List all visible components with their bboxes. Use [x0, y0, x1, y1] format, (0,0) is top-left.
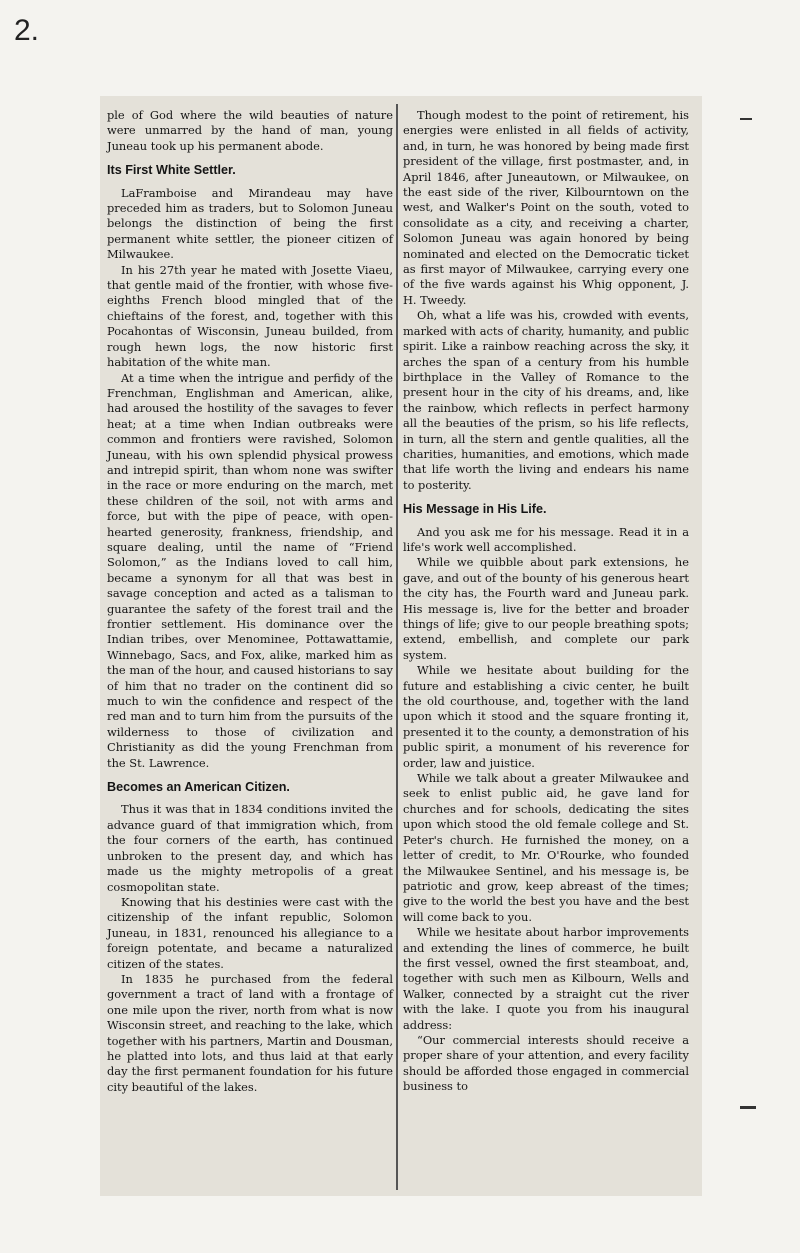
paragraph: Thus it was that in 1834 conditions invited the advance guard of that immigration which, from the four corners of the earth, has continued unbroken to the present day, and which has made us the mighty metropolis of a great cosmopolitan state.: [107, 802, 393, 894]
paragraph: Oh, what a life was his, crowded with events, marked with acts of charity, humanity, and public spirit. Like a rainbow reaching across the sky, it arches the span of a century from his humble birthplace in the Valley of Romance to the present hour in the city of his dreams, and, like the rainbow, which reflects in perfect harmony all the beauties of the prism, so his life reflects, in turn, all the stern and gentle qualities, all the charities, humanities, and emotions, which made that life worth the living and endears his name to posterity.: [403, 308, 689, 492]
paragraph: In his 27th year he mated with Josette Viaeu, that gentle maid of the frontier, with whose five-eighths French blood mingled that of the chieftains of the forest, and, together with this Pocahontas of Wisconsin, Juneau builded, from rough hewn logs, the now historic first habitation of the white man.: [107, 262, 393, 370]
section-heading: Becomes an American Citizen.: [107, 780, 290, 795]
right-column: [403, 108, 689, 1095]
left-column: [107, 108, 393, 1095]
paragraph: LaFramboise and Mirandeau may have preceded him as traders, but to Solomon Juneau belongs the distinction of being the first permanent white settler, the pioneer citizen of Milwaukee.: [107, 185, 393, 262]
column-rule: [396, 104, 398, 1190]
paragraph: While we talk about a greater Milwaukee and seek to enlist public aid, he gave land for churches and for schools, dedicating the sites upon which stood the old female college and St. Peter's church. He furnished the money, on a letter of credit, to Mr. O'Rourke, who founded the Milwaukee Sentinel, and his message is, be patriotic and grow, keep abreast of the times; give to the world the best you have and the best will come back to you.: [403, 771, 689, 924]
paragraph: At a time when the intrigue and perfidy of the Frenchman, Englishman and American, alike, had aroused the hostility of the savages to fever heat; at a time when Indian outbreaks were common and frontiers were ravished, Solomon Juneau, with his own splendid physical prowess and intrepid spirit, than whom none was swifter in the race or more enduring on the march, met these children of the soil, not with arms and force, but with the pipe of peace, with open-hearted generosity, frankness, friendship, and square dealing, until the name of “Friend Solomon,” as the Indians loved to call him, became a synonym for all that was best in savage conception and acted as a talisman to guarantee the safety of the forest trail and the frontier settlement. His dominance over the Indian tribes, over Menominee, Pottawattamie, Winnebago, Sacs, and Fox, alike, marked him as the man of the hour, and caused historians to say of him that no trader on the continent did so much to win the confidence and respect of the red man and to turn him from the pursuits of the wilderness to those of civilization and Christianity as did the young Frenchman from the St. Lawrence.: [107, 370, 393, 770]
paragraph: In 1835 he purchased from the federal government a tract of land with a frontage of one mile upon the river, north from what is now Wisconsin street, and reaching to the lake, which together with his partners, Martin and Dousman, he platted into lots, and thus laid at that early day the first permanent foundation for his future city beautiful of the lakes.: [107, 971, 393, 1094]
paragraph: While we hesitate about building for the future and establishing a civic center, he built the old courthouse, and, together with the land upon which it stood and the square fronting it, presented it to the county, a demonstration of his public spirit, a monument of his reverence for order, law and juistice.: [403, 663, 689, 770]
margin-speck-bottom: [740, 1106, 756, 1109]
paragraph: While we quibble about park extensions, he gave, and out of the bounty of his generous heart the city has, the Fourth ward and Juneau park. His message is, live for the better and broader things of life; give to our people breathing spots; extend, embellish, and complete our park system.: [403, 555, 689, 662]
margin-speck-top: [740, 118, 752, 120]
paragraph: Knowing that his destinies were cast with the citizenship of the infant republic, Solomon Juneau, in 1831, renounced his allegiance to a foreign potentate, and became a naturalized citizen of the states.: [107, 894, 393, 971]
paragraph: Though modest to the point of retirement, his energies were enlisted in all fields of activity, and, in turn, he was honored by being made first president of the village, first postmaster, and, in April 1846, after Juneautown, or Milwaukee, on the east side of the river, Kilbourntown on the west, and Walker's Point on the south, voted to consolidate as a city, and receiving a charter, Solomon Juneau was again honored by being nominated and elected on the Democratic ticket as first mayor of Milwaukee, carrying every one of the five wards against his Whig opponent, J. H. Tweedy.: [403, 108, 689, 307]
section-heading: His Message in His Life.: [403, 502, 547, 517]
paragraph: ple of God where the wild beauties of nature were unmarred by the hand of man, young Juneau took up his permanent abode.: [107, 108, 393, 153]
section-heading: Its First White Settler.: [107, 163, 236, 178]
page-number: 2.: [14, 14, 40, 47]
paragraph: “Our commercial interests should receive a proper share of your attention, and every facility should be afforded those engaged in commercial business to: [403, 1032, 689, 1094]
paragraph: And you ask me for his message. Read it in a life's work well accomplished.: [403, 524, 689, 554]
paragraph: While we hesitate about harbor improvements and extending the lines of commerce, he built the first vessel, owned the first steamboat, and, together with such men as Kilbourn, Wells and Walker, connected by a straight cut the river with the lake. I quote you from his inaugural address:: [403, 925, 689, 1032]
